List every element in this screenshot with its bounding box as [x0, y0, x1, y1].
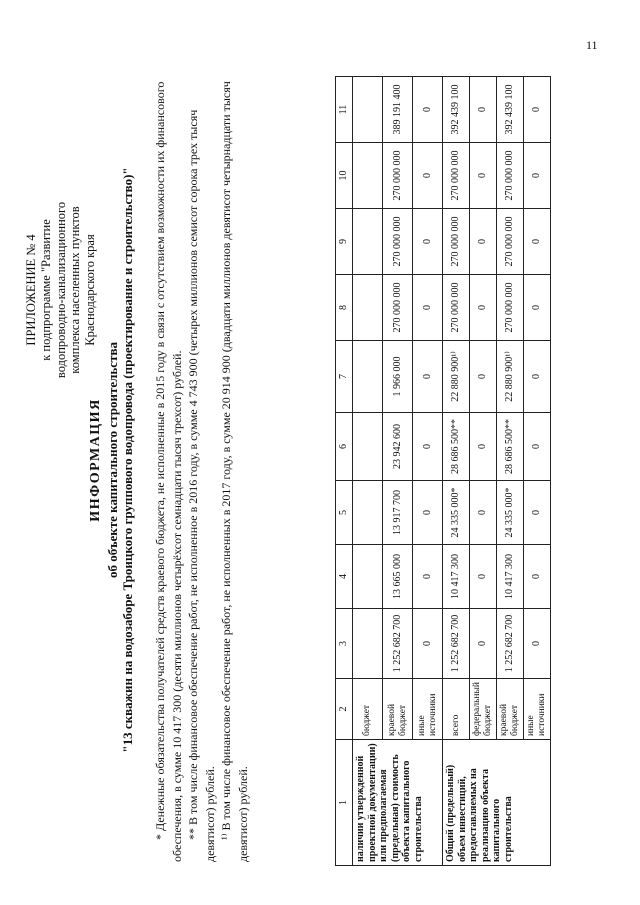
value-cell: 1 252 682 700	[497, 609, 524, 679]
funding-source: иные источники	[413, 679, 443, 740]
value-cell: 0	[413, 481, 443, 545]
value-cell: 0	[470, 77, 497, 143]
appendix-line: водопроводно-канализационного	[53, 201, 68, 379]
table-row	[353, 77, 383, 866]
value-cell: 0	[524, 609, 551, 679]
table-row	[443, 77, 470, 866]
value-cell	[353, 143, 383, 209]
value-cell: 22 880 900¹⁾	[497, 341, 524, 413]
finance-table	[335, 76, 551, 866]
funding-source: краевой бюджет	[497, 679, 524, 740]
page-number: 11	[586, 38, 598, 52]
footnotes	[152, 72, 251, 862]
appendix-block	[24, 100, 98, 480]
info-subheading: об объекте капитального строительства	[104, 342, 120, 578]
value-cell: 0	[413, 77, 443, 143]
rotated-page	[20, 20, 620, 880]
value-cell	[353, 77, 383, 143]
value-cell: 1 966 000	[383, 341, 413, 413]
value-cell: 10 417 300	[497, 545, 524, 609]
value-cell: 0	[524, 77, 551, 143]
value-cell	[353, 413, 383, 481]
header-cell: 6	[336, 413, 353, 481]
value-cell: 270 000 000	[383, 143, 413, 209]
header-cell: 10	[336, 143, 353, 209]
value-cell: 0	[470, 545, 497, 609]
value-cell: 0	[470, 275, 497, 341]
header-cell: 3	[336, 609, 353, 679]
value-cell: 0	[524, 481, 551, 545]
value-cell: 13 917 700	[383, 481, 413, 545]
header-cell: 11	[336, 77, 353, 143]
funding-source: краевой бюджет	[383, 679, 413, 740]
value-cell: 22 880 900¹⁾	[443, 341, 470, 413]
value-cell: 0	[470, 143, 497, 209]
footnote: ¹⁾ В том числе финансовое обеспечение работ, не исполненных в 2017 году, в сумме 20 914 900 (двадцати миллионов девятисот четырнадцати тысяч девятисот) рублей.	[219, 81, 250, 862]
row-group-name: Общий (предельный) объем инвестиций, предоставляемых на реализацию объекта капитального строительства	[443, 740, 551, 866]
value-cell: 23 942 600	[383, 413, 413, 481]
appendix-title: ПРИЛОЖЕНИЕ № 4	[24, 234, 38, 346]
info-heading: ИНФОРМАЦИЯ	[88, 398, 103, 522]
value-cell: 0	[470, 609, 497, 679]
appendix-line: к подпрограмме "Развитие	[38, 219, 53, 361]
value-cell: 270 000 000	[383, 209, 413, 275]
value-cell: 392 439 100	[497, 77, 524, 143]
value-cell: 10 417 300	[443, 545, 470, 609]
value-cell: 0	[524, 413, 551, 481]
value-cell: 270 000 000	[443, 143, 470, 209]
header-cell: 4	[336, 545, 353, 609]
value-cell: 0	[413, 209, 443, 275]
value-cell	[353, 275, 383, 341]
value-cell: 13 665 000	[383, 545, 413, 609]
table-header-row	[336, 77, 353, 866]
row-group-name: наличии утвержденной проектной документации) или предполагаемая (предельная) стоимость объекта капитального строительства	[353, 740, 443, 866]
funding-source: иные источники	[524, 679, 551, 740]
header-cell: 1	[336, 740, 353, 866]
value-cell: 0	[470, 413, 497, 481]
value-cell: 0	[470, 341, 497, 413]
value-cell: 0	[413, 143, 443, 209]
value-cell	[353, 609, 383, 679]
value-cell	[353, 341, 383, 413]
value-cell: 0	[413, 341, 443, 413]
value-cell	[353, 545, 383, 609]
object-title: "13 скважин на водозаборе Троицкого группового водопровода (проектирование и строительство)"	[119, 167, 135, 753]
value-cell: 1 252 682 700	[383, 609, 413, 679]
value-cell: 270 000 000	[497, 143, 524, 209]
header-cell: 9	[336, 209, 353, 275]
value-cell: 0	[524, 143, 551, 209]
value-cell: 0	[413, 609, 443, 679]
value-cell: 270 000 000	[497, 275, 524, 341]
value-cell: 28 686 500**	[497, 413, 524, 481]
appendix-line: комплекса населенных пунктов	[68, 206, 83, 374]
value-cell: 0	[524, 545, 551, 609]
value-cell: 0	[524, 275, 551, 341]
header-cell: 8	[336, 275, 353, 341]
value-cell: 24 335 000*	[443, 481, 470, 545]
value-cell: 24 335 000*	[497, 481, 524, 545]
value-cell	[353, 481, 383, 545]
value-cell: 1 252 682 700	[443, 609, 470, 679]
value-cell: 0	[413, 545, 443, 609]
value-cell	[353, 209, 383, 275]
header-cell: 2	[336, 679, 353, 740]
value-cell: 0	[413, 413, 443, 481]
value-cell: 270 000 000	[443, 209, 470, 275]
funding-source: федеральный бюджет	[470, 679, 497, 740]
value-cell: 270 000 000	[497, 209, 524, 275]
value-cell: 392 439 100	[443, 77, 470, 143]
value-cell: 270 000 000	[383, 275, 413, 341]
appendix-line: Краснодарского края	[83, 234, 97, 346]
header-cell: 7	[336, 341, 353, 413]
value-cell: 0	[470, 481, 497, 545]
funding-source: всего	[443, 679, 470, 740]
header-cell: 5	[336, 481, 353, 545]
value-cell: 0	[470, 209, 497, 275]
footnote: ** В том числе финансовое обеспечение работ, не исполненное в 2016 году, в сумме 4 743 900 (четырех миллионов семисот сорока трех тысяч девятисот) рублей.	[186, 109, 217, 862]
table-body	[336, 77, 551, 866]
value-cell: 28 686 500**	[443, 413, 470, 481]
value-cell: 0	[524, 341, 551, 413]
value-cell: 0	[524, 209, 551, 275]
funding-source: бюджет	[353, 679, 383, 740]
value-cell: 270 000 000	[443, 275, 470, 341]
value-cell: 0	[413, 275, 443, 341]
value-cell: 389 191 400	[383, 77, 413, 143]
footnote: * Денежные обязательства получателей средств краевого бюджета, не исполненные в 2015 году в связи с отсутствием возможности их финансового обеспечения, в сумме 10 417 300 (десяти миллионов четырёхсот семнадцати тысяч трехсот) рублей.	[153, 81, 184, 862]
info-block	[88, 70, 135, 850]
